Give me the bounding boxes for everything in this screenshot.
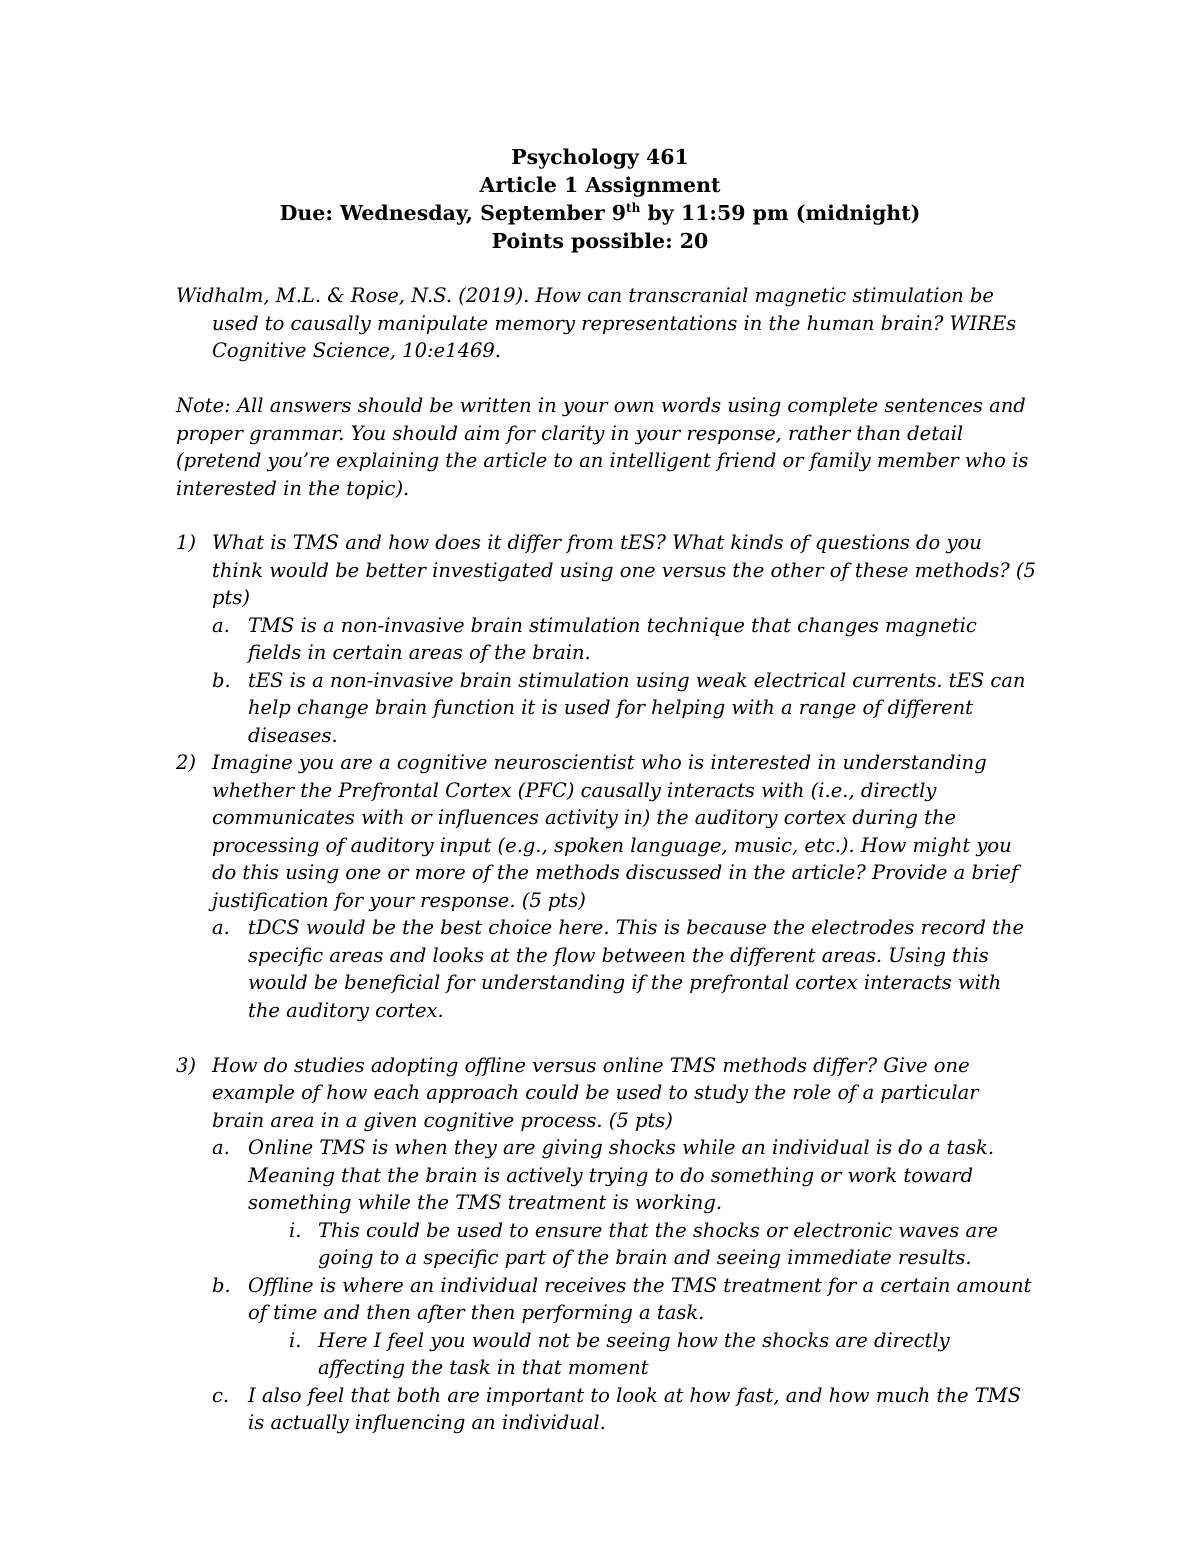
due-date bbox=[0, 199, 1200, 227]
answer-label: b. bbox=[212, 668, 231, 692]
answer-text: Offline is where an individual receives the TMS treatment for a certain amount of time and then after then performing a task. bbox=[248, 1273, 1032, 1324]
answer-text: tES is a non-invasive brain stimulation using weak electrical currents. tES can help change brain function it is used for helping with a range of different diseases. bbox=[248, 668, 1026, 747]
answer-item bbox=[176, 667, 1036, 750]
answer-label: b. bbox=[212, 1273, 231, 1297]
question-2 bbox=[176, 749, 1036, 914]
answer-item bbox=[176, 612, 1036, 667]
document-header bbox=[0, 143, 1200, 255]
answer-item bbox=[176, 1134, 1036, 1217]
answer-text: Online TMS is when they are giving shocks while an individual is do a task. Meaning that the brain is actively trying to do something or work toward something while the TMS treatment is working. bbox=[248, 1136, 995, 1214]
question-1 bbox=[176, 529, 1036, 612]
answer-item bbox=[176, 914, 1036, 1024]
due-superscript: th bbox=[626, 201, 641, 216]
answer-label: a. bbox=[212, 613, 230, 637]
points-possible: Points possible: 20 bbox=[491, 229, 709, 253]
question-text: How do studies adopting offline versus online TMS methods differ? Give one example of how each approach could be used to study the role of a particular brain area in a given cognitive process. (5 pts) bbox=[212, 1053, 979, 1132]
question-text: What is TMS and how does it differ from tES? What kinds of questions do you think would be better investigated using one versus the other of these methods? (5 pts) bbox=[212, 531, 1036, 609]
sub-answer-item bbox=[176, 1327, 1036, 1382]
answer-text: I also feel that both are important to look at how fast, and how much the TMS is actually influencing an individual. bbox=[248, 1383, 1022, 1434]
question-number: 3) bbox=[176, 1053, 197, 1077]
question-3 bbox=[176, 1052, 1036, 1135]
sub-answer-item bbox=[176, 1217, 1036, 1272]
question-number: 1) bbox=[176, 531, 197, 554]
answer-item bbox=[176, 1382, 1036, 1437]
answer-text: TMS is a non-invasive brain stimulation technique that changes magnetic fields in certain areas of the brain. bbox=[248, 613, 977, 664]
assignment-title: Article 1 Assignment bbox=[479, 173, 721, 197]
article-citation: Widhalm, M.L. & Rose, N.S. (2019). How can transcranial magnetic stimulation be used to causally manipulate memory representations in the human brain? WIREs Cognitive Science, 10:e1469. bbox=[176, 284, 1017, 362]
sub-answer-text: This could be used to ensure that the shocks or electronic waves are going to a specific part of the brain and seeing immediate results. bbox=[318, 1218, 998, 1269]
instructions-note: Note: All answers should be written in your own words using complete sentences and proper grammar. You should aim for clarity in your response, rather than detail (pretend you’re explaining the article to an intelligent friend or family member who is interested in the topic). bbox=[176, 394, 1029, 500]
sub-answer-text: Here I feel you would not be seeing how the shocks are directly affecting the task in that moment bbox=[318, 1328, 950, 1379]
question-list bbox=[176, 529, 1036, 1437]
sub-answer-label: i. bbox=[289, 1328, 302, 1352]
answer-label: a. bbox=[212, 1136, 230, 1159]
sub-answer-label: i. bbox=[289, 1218, 302, 1242]
due-prefix: Due: Wednesday, September 9 bbox=[279, 201, 627, 225]
question-text: Imagine you are a cognitive neuroscientist who is interested in understanding whether the Prefrontal Cortex (PFC) causally interacts with (i.e., directly communicates with or influences activity in) the auditory cortex during the processing of auditory input (e.g., spoken language, music, etc.). How might you do this using one or more of the methods discussed in the article? Provide a brief justification for your response. (5 pts) bbox=[212, 751, 1019, 912]
answer-item bbox=[176, 1272, 1036, 1327]
answer-label: a. bbox=[212, 916, 230, 939]
answer-text: tDCS would be the best choice here. This is because the electrodes record the specific areas and looks at the flow between the different areas. Using this would be beneficial for understanding if the prefrontal cortex interacts with the auditory cortex. bbox=[248, 916, 1025, 1022]
due-suffix: by 11:59 pm (midnight) bbox=[640, 201, 921, 225]
course-title: Psychology 461 bbox=[511, 145, 689, 169]
question-number: 2) bbox=[176, 751, 197, 774]
answer-label: c. bbox=[212, 1383, 230, 1407]
